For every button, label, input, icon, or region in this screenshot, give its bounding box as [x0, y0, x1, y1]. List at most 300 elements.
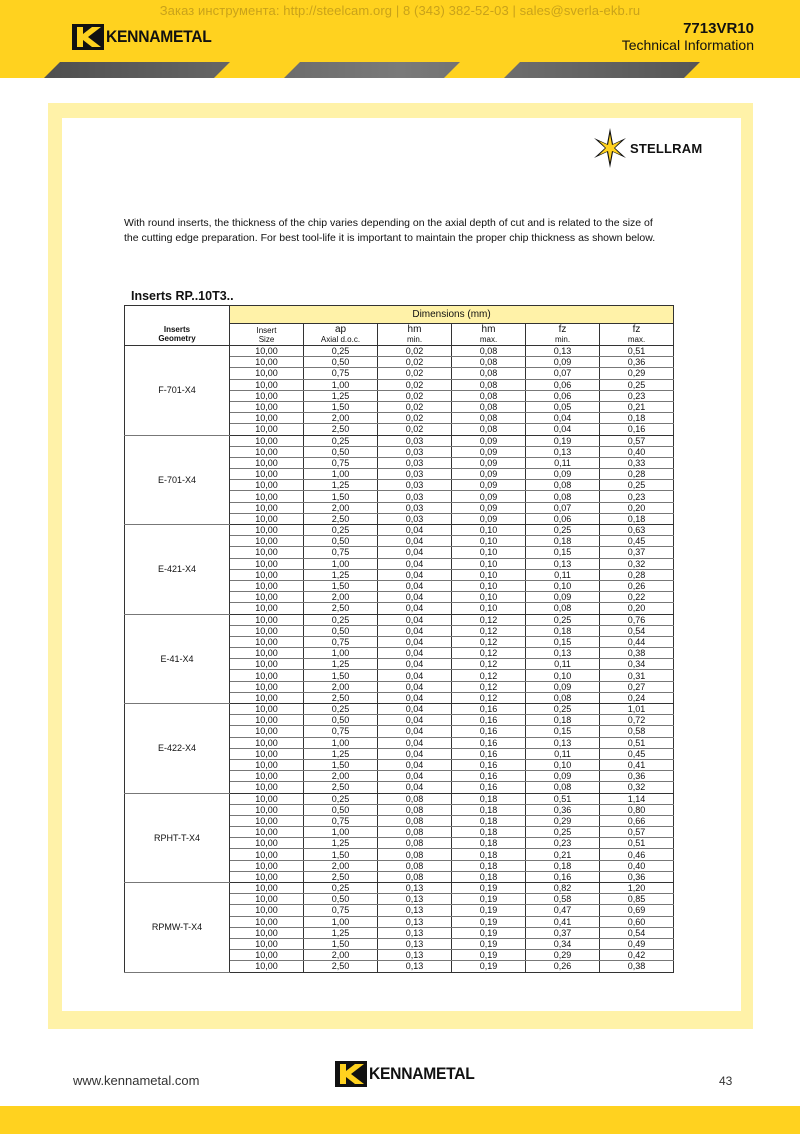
- table-cell: 0,18: [452, 838, 526, 849]
- table-cell: 0,20: [600, 502, 674, 513]
- table-cell: 0,16: [452, 704, 526, 715]
- table-cell: 10,00: [230, 636, 304, 647]
- table-cell: 1,25: [304, 390, 378, 401]
- table-cell: 10,00: [230, 603, 304, 614]
- table-cell: 10,00: [230, 469, 304, 480]
- table-cell: 0,50: [304, 894, 378, 905]
- table-cell: 2,50: [304, 603, 378, 614]
- table-cell: 0,08: [526, 603, 600, 614]
- table-cell: 0,12: [452, 681, 526, 692]
- table-cell: 10,00: [230, 916, 304, 927]
- table-cell: 0,07: [526, 368, 600, 379]
- table-cell: 1,00: [304, 379, 378, 390]
- stellram-star-icon: [592, 126, 628, 170]
- table-cell: 0,18: [600, 413, 674, 424]
- table-cell: 10,00: [230, 670, 304, 681]
- table-cell: 0,02: [378, 357, 452, 368]
- table-cell: 0,23: [600, 390, 674, 401]
- table-cell: 10,00: [230, 569, 304, 580]
- table-cell: 0,26: [526, 961, 600, 972]
- table-cell: 0,08: [378, 860, 452, 871]
- table-cell: 0,32: [600, 558, 674, 569]
- table-cell: 0,13: [526, 737, 600, 748]
- table-cell: 0,09: [526, 592, 600, 603]
- geometry-cell: E-41-X4: [125, 614, 230, 704]
- table-cell: 0,08: [378, 871, 452, 882]
- table-cell: 0,33: [600, 457, 674, 468]
- table-cell: 1,01: [600, 704, 674, 715]
- dimensions-header: Dimensions (mm): [230, 306, 674, 324]
- table-cell: 0,06: [526, 379, 600, 390]
- table-cell: 0,08: [526, 692, 600, 703]
- table-cell: 0,08: [452, 379, 526, 390]
- table-cell: 0,66: [600, 815, 674, 826]
- table-cell: 0,10: [452, 580, 526, 591]
- table-cell: 0,10: [526, 580, 600, 591]
- table-cell: 0,32: [600, 782, 674, 793]
- table-cell: 0,75: [304, 368, 378, 379]
- table-cell: 0,51: [600, 737, 674, 748]
- table-cell: 0,75: [304, 726, 378, 737]
- table-cell: 0,04: [526, 424, 600, 435]
- fz-max-symbol: fz: [632, 324, 641, 335]
- table-cell: 10,00: [230, 938, 304, 949]
- table-cell: 0,31: [600, 670, 674, 681]
- table-cell: 10,00: [230, 771, 304, 782]
- table-cell: 0,27: [600, 681, 674, 692]
- table-cell: 0,50: [304, 357, 378, 368]
- table-cell: 1,00: [304, 916, 378, 927]
- table-cell: 0,13: [526, 346, 600, 357]
- table-cell: 10,00: [230, 592, 304, 603]
- table-cell: 0,12: [452, 670, 526, 681]
- table-cell: 0,04: [378, 536, 452, 547]
- table-cell: 0,19: [452, 905, 526, 916]
- table-cell: 0,37: [526, 927, 600, 938]
- table-cell: 10,00: [230, 446, 304, 457]
- table-body: [125, 346, 674, 973]
- table-cell: 10,00: [230, 860, 304, 871]
- table-cell: 10,00: [230, 715, 304, 726]
- table-cell: 0,09: [452, 513, 526, 524]
- table-cell: 0,41: [526, 916, 600, 927]
- table-cell: 0,75: [304, 547, 378, 558]
- ap-header: [304, 324, 378, 346]
- table-cell: 0,23: [526, 838, 600, 849]
- table-cell: 0,18: [526, 536, 600, 547]
- table-cell: 0,38: [600, 961, 674, 972]
- table-cell: 0,02: [378, 424, 452, 435]
- table-cell: 0,04: [378, 547, 452, 558]
- table-cell: 0,08: [378, 827, 452, 838]
- table-cell: 2,50: [304, 424, 378, 435]
- table-cell: 0,08: [452, 346, 526, 357]
- table-cell: 10,00: [230, 502, 304, 513]
- table-cell: 1,25: [304, 659, 378, 670]
- table-cell: 10,00: [230, 357, 304, 368]
- table-cell: 0,11: [526, 457, 600, 468]
- table-cell: 0,03: [378, 502, 452, 513]
- table-cell: 0,12: [452, 636, 526, 647]
- table-cell: 2,50: [304, 782, 378, 793]
- table-cell: 0,04: [378, 614, 452, 625]
- table-cell: 0,38: [600, 648, 674, 659]
- table-cell: 0,02: [378, 368, 452, 379]
- table-cell: 0,16: [526, 871, 600, 882]
- table-cell: 0,16: [452, 726, 526, 737]
- table-cell: 0,26: [600, 580, 674, 591]
- table-cell: 0,05: [526, 401, 600, 412]
- table-cell: 0,45: [600, 748, 674, 759]
- table-cell: 0,37: [600, 547, 674, 558]
- table-cell: 0,50: [304, 715, 378, 726]
- table-cell: 0,18: [526, 715, 600, 726]
- table-cell: 2,00: [304, 592, 378, 603]
- table-cell: 0,08: [378, 804, 452, 815]
- table-cell: 0,28: [600, 469, 674, 480]
- geometry-cell: E-701-X4: [125, 435, 230, 525]
- table-cell: 0,06: [526, 390, 600, 401]
- table-cell: 10,00: [230, 871, 304, 882]
- table-cell: 0,16: [452, 771, 526, 782]
- table-cell: 10,00: [230, 648, 304, 659]
- table-cell: 10,00: [230, 525, 304, 536]
- size-header-line2: Size: [258, 334, 275, 344]
- table-cell: 0,42: [600, 950, 674, 961]
- table-cell: 0,04: [378, 625, 452, 636]
- footer-bar: [0, 1106, 800, 1134]
- table-cell: 0,09: [526, 357, 600, 368]
- table-cell: 0,11: [526, 659, 600, 670]
- document-subtitle: Technical Information: [621, 37, 754, 53]
- table-cell: 0,19: [452, 894, 526, 905]
- table-cell: 0,03: [378, 457, 452, 468]
- table-cell: 0,10: [452, 525, 526, 536]
- table-cell: 0,54: [600, 625, 674, 636]
- table-cell: 0,10: [452, 558, 526, 569]
- table-cell: 0,18: [452, 815, 526, 826]
- table-cell: 10,00: [230, 726, 304, 737]
- table-cell: 0,82: [526, 883, 600, 894]
- table-cell: 0,25: [304, 793, 378, 804]
- table-cell: 0,09: [526, 771, 600, 782]
- table-cell: 0,06: [526, 513, 600, 524]
- table-cell: 10,00: [230, 692, 304, 703]
- table-cell: 0,04: [378, 681, 452, 692]
- table-cell: 0,19: [452, 883, 526, 894]
- table-cell: 0,08: [452, 357, 526, 368]
- table-cell: 0,08: [452, 390, 526, 401]
- table-cell: 0,04: [378, 737, 452, 748]
- table-cell: 0,02: [378, 390, 452, 401]
- table-cell: 10,00: [230, 681, 304, 692]
- table-cell: 0,19: [452, 961, 526, 972]
- table-cell: 0,51: [526, 793, 600, 804]
- table-cell: 10,00: [230, 435, 304, 446]
- table-cell: 10,00: [230, 379, 304, 390]
- table-cell: 0,50: [304, 625, 378, 636]
- fz-min-symbol: fz: [558, 324, 567, 335]
- hm-min-symbol: hm: [407, 324, 422, 335]
- table-cell: 0,09: [452, 491, 526, 502]
- geometry-cell: RPHT-T-X4: [125, 793, 230, 883]
- table-cell: 0,50: [304, 804, 378, 815]
- table-cell: 10,00: [230, 659, 304, 670]
- table-cell: 0,10: [526, 759, 600, 770]
- stellram-wordmark: STELLRAM: [630, 140, 703, 156]
- table-cell: 0,25: [304, 435, 378, 446]
- table-cell: 0,36: [600, 771, 674, 782]
- table-cell: 0,04: [378, 648, 452, 659]
- table-cell: 0,18: [452, 860, 526, 871]
- footer-url[interactable]: www.kennametal.com: [73, 1073, 200, 1088]
- hm-max-header: [452, 324, 526, 346]
- table-cell: 0,25: [304, 704, 378, 715]
- table-cell: 2,00: [304, 950, 378, 961]
- table-cell: 1,50: [304, 938, 378, 949]
- table-cell: 10,00: [230, 457, 304, 468]
- geometry-cell: E-422-X4: [125, 704, 230, 794]
- table-cell: 0,75: [304, 457, 378, 468]
- table-cell: 10,00: [230, 961, 304, 972]
- table-cell: 1,25: [304, 569, 378, 580]
- table-cell: 0,16: [600, 424, 674, 435]
- table-cell: 0,25: [304, 346, 378, 357]
- table-cell: 0,69: [600, 905, 674, 916]
- table-cell: 0,02: [378, 413, 452, 424]
- table-cell: 1,50: [304, 491, 378, 502]
- table-cell: 0,15: [526, 726, 600, 737]
- table-cell: 0,23: [600, 491, 674, 502]
- table-cell: 2,00: [304, 771, 378, 782]
- table-cell: 0,08: [526, 480, 600, 491]
- table-cell: 1,50: [304, 670, 378, 681]
- table-cell: 0,25: [304, 525, 378, 536]
- table-cell: 0,10: [452, 603, 526, 614]
- table-cell: 0,03: [378, 469, 452, 480]
- ap-subtitle: Axial d.o.c.: [320, 335, 361, 344]
- table-cell: 0,75: [304, 636, 378, 647]
- table-cell: 0,10: [452, 536, 526, 547]
- table-cell: 0,36: [526, 804, 600, 815]
- geometry-cell: RPMW-T-X4: [125, 883, 230, 973]
- table-cell: 0,04: [526, 413, 600, 424]
- table-cell: 0,03: [378, 435, 452, 446]
- table-cell: 0,51: [600, 838, 674, 849]
- table-cell: 0,13: [526, 558, 600, 569]
- table-cell: 0,11: [526, 569, 600, 580]
- table-row: [125, 614, 674, 625]
- table-cell: 10,00: [230, 536, 304, 547]
- table-cell: 0,40: [600, 446, 674, 457]
- table-cell: 10,00: [230, 883, 304, 894]
- table-cell: 1,25: [304, 927, 378, 938]
- table-row: [125, 793, 674, 804]
- table-cell: 2,00: [304, 860, 378, 871]
- table-cell: 0,13: [526, 648, 600, 659]
- table-cell: 0,72: [600, 715, 674, 726]
- table-cell: 2,00: [304, 681, 378, 692]
- table-cell: 0,24: [600, 692, 674, 703]
- table-cell: 0,19: [452, 916, 526, 927]
- insert-size-header: [230, 324, 304, 346]
- intro-paragraph: [124, 216, 694, 246]
- table-cell: 1,00: [304, 469, 378, 480]
- table-cell: 0,04: [378, 692, 452, 703]
- table-cell: 10,00: [230, 838, 304, 849]
- table-cell: 2,00: [304, 413, 378, 424]
- table-cell: 0,13: [378, 894, 452, 905]
- table-cell: 0,13: [378, 938, 452, 949]
- table-cell: 0,03: [378, 491, 452, 502]
- table-cell: 0,76: [600, 614, 674, 625]
- table-cell: 0,04: [378, 670, 452, 681]
- table-cell: 2,50: [304, 692, 378, 703]
- table-cell: 10,00: [230, 558, 304, 569]
- table-cell: 0,16: [452, 715, 526, 726]
- table-cell: 1,25: [304, 748, 378, 759]
- table-cell: 10,00: [230, 737, 304, 748]
- table-cell: 0,60: [600, 916, 674, 927]
- geometry-header-line2: Geometry: [158, 334, 196, 344]
- table-cell: 0,25: [526, 704, 600, 715]
- table-cell: 10,00: [230, 950, 304, 961]
- diagonal-stripe-band: [0, 62, 800, 78]
- table-cell: 0,04: [378, 525, 452, 536]
- geometry-cell: E-421-X4: [125, 525, 230, 615]
- table-cell: 0,03: [378, 446, 452, 457]
- table-cell: 0,12: [452, 659, 526, 670]
- table-cell: 10,00: [230, 346, 304, 357]
- table-cell: 0,08: [526, 782, 600, 793]
- table-cell: 10,00: [230, 849, 304, 860]
- footer-kennametal-k-icon: [335, 1061, 367, 1087]
- table-cell: 0,58: [526, 894, 600, 905]
- table-cell: 0,25: [600, 379, 674, 390]
- table-cell: 10,00: [230, 894, 304, 905]
- kennametal-k-icon: [72, 24, 104, 50]
- table-cell: 1,00: [304, 558, 378, 569]
- table-cell: 0,10: [452, 547, 526, 558]
- geometry-header-line1: Inserts: [163, 325, 191, 335]
- table-cell: 10,00: [230, 390, 304, 401]
- table-cell: 0,07: [526, 502, 600, 513]
- table-row: [125, 525, 674, 536]
- inserts-geometry-header: [125, 324, 230, 346]
- table-cell: 0,04: [378, 659, 452, 670]
- table-cell: 0,03: [378, 513, 452, 524]
- table-cell: 10,00: [230, 368, 304, 379]
- table-cell: 10,00: [230, 513, 304, 524]
- table-cell: 0,49: [600, 938, 674, 949]
- table-cell: 0,19: [452, 927, 526, 938]
- table-cell: 0,10: [526, 670, 600, 681]
- table-cell: 0,13: [378, 961, 452, 972]
- table-cell: 0,12: [452, 692, 526, 703]
- table-cell: 0,10: [452, 569, 526, 580]
- table-cell: 0,04: [378, 558, 452, 569]
- contact-line: Заказ инструмента: http://steelcam.org | 8 (343) 382-52-03 | sales@sverla-ekb.ru: [159, 3, 641, 18]
- table-cell: 10,00: [230, 704, 304, 715]
- table-cell: 0,25: [526, 614, 600, 625]
- table-cell: 0,18: [526, 625, 600, 636]
- table-cell: 10,00: [230, 827, 304, 838]
- table-cell: 0,11: [526, 748, 600, 759]
- stellram-logo: [592, 126, 702, 170]
- table-cell: 2,50: [304, 513, 378, 524]
- table-cell: 0,04: [378, 748, 452, 759]
- table-cell: 0,13: [526, 446, 600, 457]
- table-cell: 0,18: [452, 793, 526, 804]
- table-cell: 0,57: [600, 827, 674, 838]
- table-cell: 0,12: [452, 614, 526, 625]
- table-cell: 0,02: [378, 401, 452, 412]
- chip-thickness-table: [124, 305, 674, 973]
- table-cell: 1,50: [304, 580, 378, 591]
- fz-min-subtitle: min.: [554, 335, 571, 344]
- table-cell: 0,13: [378, 905, 452, 916]
- footer-kennametal-wordmark: KENNAMETAL: [369, 1064, 475, 1083]
- table-cell: 10,00: [230, 782, 304, 793]
- table-cell: 0,09: [452, 480, 526, 491]
- table-cell: 0,18: [452, 827, 526, 838]
- table-cell: 0,09: [526, 681, 600, 692]
- table-cell: 0,21: [526, 849, 600, 860]
- table-cell: 0,08: [378, 838, 452, 849]
- table-cell: 0,04: [378, 569, 452, 580]
- table-cell: 1,20: [600, 883, 674, 894]
- table-cell: 0,34: [600, 659, 674, 670]
- table-cell: 0,09: [452, 457, 526, 468]
- table-cell: 0,08: [452, 413, 526, 424]
- table-cell: 0,63: [600, 525, 674, 536]
- table-cell: 0,25: [304, 883, 378, 894]
- table-row: [125, 346, 674, 357]
- table-cell: 0,15: [526, 636, 600, 647]
- table-cell: 0,50: [304, 446, 378, 457]
- table-cell: 2,00: [304, 502, 378, 513]
- table-cell: 0,54: [600, 927, 674, 938]
- table-cell: 0,19: [526, 435, 600, 446]
- table-cell: 0,04: [378, 726, 452, 737]
- table-cell: 10,00: [230, 804, 304, 815]
- table-cell: 1,00: [304, 827, 378, 838]
- table-cell: 0,16: [452, 748, 526, 759]
- table-cell: 0,25: [600, 480, 674, 491]
- table-cell: 0,02: [378, 379, 452, 390]
- table-cell: 0,45: [600, 536, 674, 547]
- table-cell: 0,13: [378, 927, 452, 938]
- table-cell: 0,10: [452, 592, 526, 603]
- table-cell: 0,16: [452, 759, 526, 770]
- table-cell: 0,19: [452, 950, 526, 961]
- hm-max-subtitle: max.: [479, 335, 498, 344]
- table-cell: 0,12: [452, 648, 526, 659]
- table-cell: 0,50: [304, 536, 378, 547]
- table-cell: 0,51: [600, 346, 674, 357]
- table-cell: 0,25: [526, 827, 600, 838]
- table-cell: 1,00: [304, 737, 378, 748]
- hm-max-symbol: hm: [481, 324, 496, 335]
- table-cell: 0,04: [378, 782, 452, 793]
- table-row: [125, 435, 674, 446]
- table-cell: 0,09: [452, 502, 526, 513]
- table-cell: 0,80: [600, 804, 674, 815]
- size-header-line1: Insert: [256, 325, 277, 335]
- table-cell: 2,50: [304, 871, 378, 882]
- table-cell: 0,02: [378, 346, 452, 357]
- table-cell: 0,16: [452, 737, 526, 748]
